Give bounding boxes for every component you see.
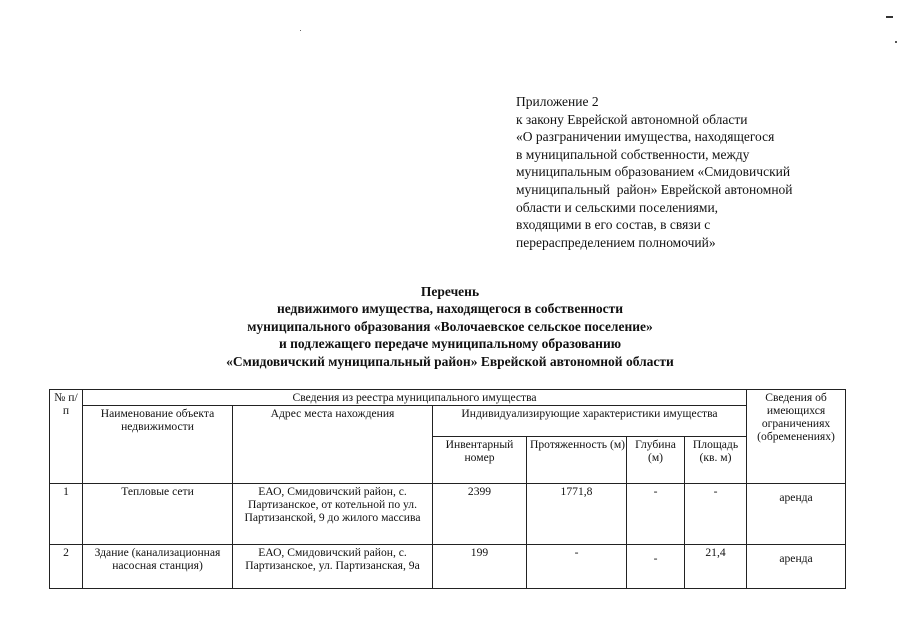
- header-restrictions: Сведения об имеющихся ограничениях (обременениях): [747, 390, 846, 484]
- header-row: [50, 390, 846, 406]
- row-num: 2: [50, 545, 83, 589]
- row-address: ЕАО, Смидовичский район, с. Партизанское, ул. Партизанская, 9а: [233, 545, 433, 589]
- appendix-line: в муниципальной собственности, между: [516, 146, 750, 162]
- header-characteristics: Индивидуализирующие характеристики имущества: [433, 406, 747, 437]
- appendix-line: области и сельскими поселениями,: [516, 199, 719, 215]
- header-address: Адрес места нахождения: [233, 406, 433, 484]
- header-registry: Сведения из реестра муниципального имущества: [83, 390, 747, 406]
- document-title: [120, 283, 780, 370]
- table-row: [50, 545, 846, 589]
- row-length: -: [527, 545, 627, 589]
- header-num: № п/п: [50, 390, 83, 484]
- header-area: Площадь (кв. м): [685, 437, 747, 484]
- header-depth: Глубина (м): [627, 437, 685, 484]
- appendix-note: [516, 93, 876, 251]
- row-inventory: 199: [433, 545, 527, 589]
- title-line: «Смидовичский муниципальный район» Еврейской автономной области: [226, 353, 674, 369]
- row-depth: -: [627, 484, 685, 545]
- title-line: и подлежащего передаче муниципальному образованию: [278, 336, 622, 352]
- title-line: Перечень: [420, 284, 480, 299]
- table-row: [50, 484, 846, 545]
- row-num: 1: [50, 484, 83, 545]
- appendix-line: входящими в его состав, в связи с: [516, 217, 711, 233]
- header-row: [50, 406, 846, 437]
- row-name: Здание (канализационная насосная станция): [83, 545, 233, 589]
- row-area: 21,4: [685, 545, 747, 589]
- row-restrictions: аренда: [747, 545, 846, 589]
- appendix-line: муниципальным образованием «Смидовичский: [516, 164, 791, 180]
- row-area: -: [685, 484, 747, 545]
- row-restrictions: аренда: [747, 484, 846, 545]
- appendix-line: муниципальный район» Еврейской автономной: [516, 181, 793, 197]
- header-inventory: Инвентарный номер: [433, 437, 527, 484]
- row-name: Тепловые сети: [83, 484, 233, 545]
- row-address: ЕАО, Смидовичский район, с. Партизанское, от котельной по ул. Партизанской, 9 до жилого массива: [233, 484, 433, 545]
- appendix-line: Приложение 2: [516, 94, 599, 109]
- title-line: муниципального образования «Волочаевское сельское поселение»: [247, 318, 653, 334]
- row-length: 1771,8: [527, 484, 627, 545]
- title-line: недвижимого имущества, находящегося в собственности: [276, 301, 624, 317]
- row-inventory: 2399: [433, 484, 527, 545]
- appendix-line: к закону Еврейской автономной области: [516, 111, 748, 127]
- header-name: Наименование объекта недвижимости: [83, 406, 233, 484]
- appendix-line: «О разграничении имущества, находящегося: [516, 129, 775, 145]
- header-length: Протяженность (м): [527, 437, 627, 484]
- property-table: [49, 389, 846, 589]
- appendix-line: перераспределением полномочий»: [516, 234, 716, 250]
- row-depth: -: [627, 545, 685, 589]
